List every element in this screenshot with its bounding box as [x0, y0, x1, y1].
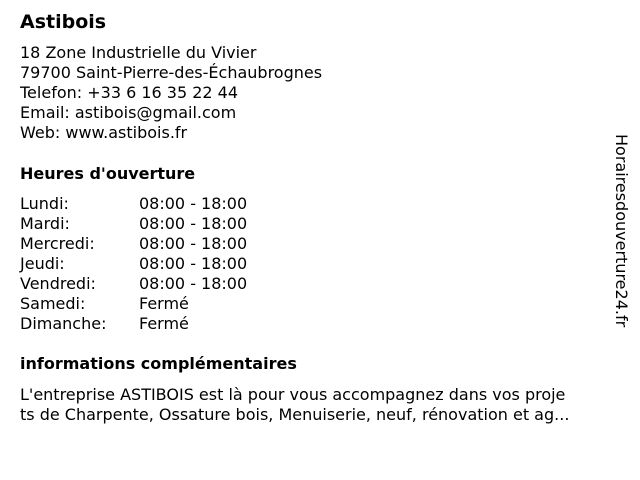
- hours-heading: Heures d'ouverture: [20, 164, 196, 183]
- description-line-1: L'entreprise ASTIBOIS est là pour vous accompagnez dans vos proje: [20, 385, 566, 404]
- time-value: 08:00 - 18:00: [139, 194, 248, 213]
- time-value: 08:00 - 18:00: [139, 254, 248, 273]
- contact-block: [20, 43, 322, 143]
- time-value: Fermé: [139, 314, 189, 333]
- phone-number: Telefon: +33 6 16 35 22 44: [20, 83, 239, 102]
- site-watermark: Horairesdouverture24.fr: [612, 134, 631, 328]
- day-label: Lundi:: [20, 194, 69, 213]
- day-label: Samedi:: [20, 294, 86, 313]
- hours-row-wednesday: [20, 234, 247, 254]
- company-description: [20, 385, 620, 425]
- day-label: Dimanche:: [20, 314, 107, 333]
- time-value: 08:00 - 18:00: [139, 214, 248, 233]
- time-value: Fermé: [139, 294, 189, 313]
- hours-row-tuesday: [20, 214, 247, 234]
- time-value: 08:00 - 18:00: [139, 234, 248, 253]
- hours-row-friday: [20, 274, 247, 294]
- description-line-2: ts de Charpente, Ossature bois, Menuiserie, neuf, rénovation et ag...: [20, 405, 570, 424]
- time-value: 08:00 - 18:00: [139, 274, 248, 293]
- website: Web: www.astibois.fr: [20, 123, 188, 142]
- day-label: Mardi:: [20, 214, 70, 233]
- day-label: Jeudi:: [20, 254, 65, 273]
- company-name: Astibois: [20, 11, 107, 33]
- hours-row-thursday: [20, 254, 247, 274]
- day-label: Mercredi:: [20, 234, 95, 253]
- day-label: Vendredi:: [20, 274, 96, 293]
- info-heading: informations complémentaires: [20, 354, 297, 373]
- address-line-1: 18 Zone Industrielle du Vivier: [20, 43, 257, 62]
- address-line-2: 79700 Saint-Pierre-des-Échaubrognes: [20, 63, 323, 82]
- hours-row-sunday: [20, 314, 247, 334]
- email-address: Email: astibois@gmail.com: [20, 103, 237, 122]
- hours-row-monday: [20, 194, 247, 214]
- hours-row-saturday: [20, 294, 247, 314]
- opening-hours-table: [20, 194, 247, 334]
